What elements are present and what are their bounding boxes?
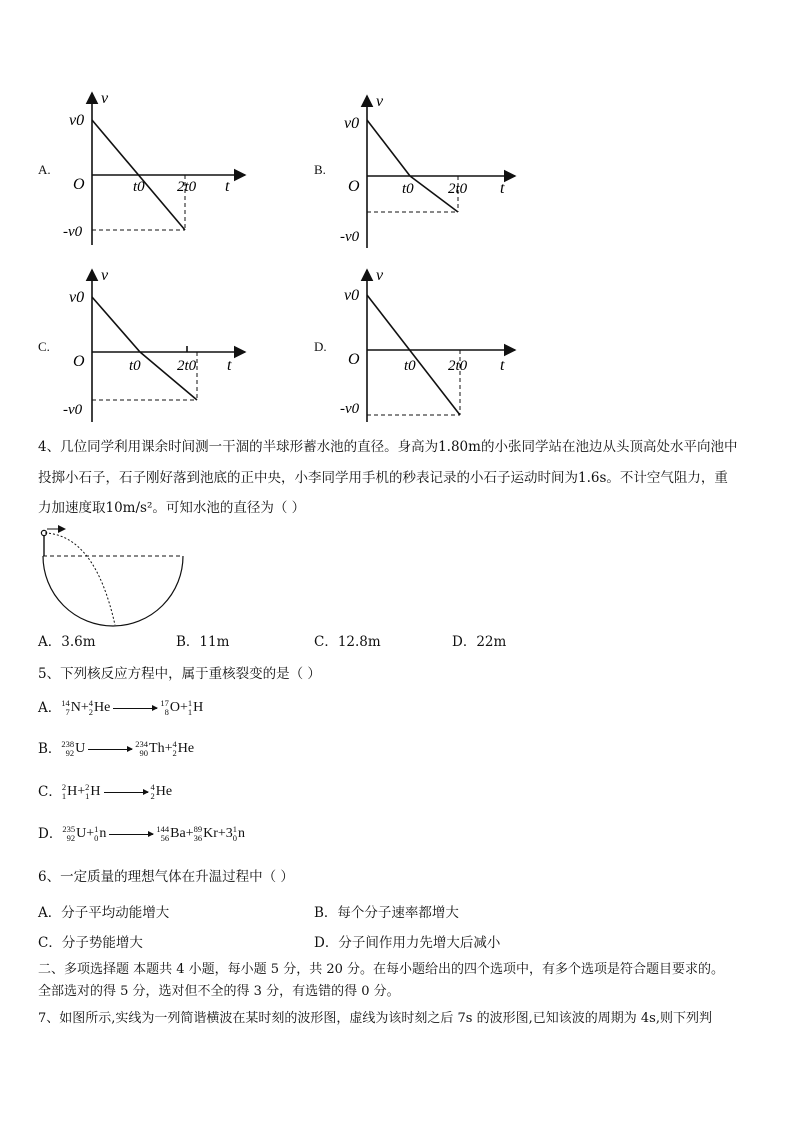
q5-option-b: [38, 739, 194, 759]
neg-v0-label: -v0: [63, 224, 83, 240]
option-letter: D．: [38, 826, 63, 842]
trajectory: [45, 533, 115, 625]
velocity-line: [367, 295, 460, 415]
section2-line-2: 全部选对的得 5 分，选对但不全的得 3 分，有选错的得 0 分。: [38, 984, 400, 999]
pool-bowl: [43, 556, 183, 626]
hemisphere-pool-figure: [35, 525, 195, 630]
origin-label: O: [73, 176, 85, 193]
2t0-label: 2t0: [448, 358, 468, 374]
q4-option-a: A．3.6m: [38, 634, 96, 650]
q5-option-a: [38, 698, 203, 718]
q4-option-c: C．12.8m: [314, 634, 381, 650]
arrow: [109, 834, 153, 835]
q6-option-a: A．分子平均动能增大: [38, 905, 170, 921]
section2-line-1: 二、多项选择题 本题共 4 小题，每小题 5 分，共 20 分。在每小题给出的四个选项中，有多个选项是符合题目要求的。: [38, 962, 725, 977]
neg-v0-label: -v0: [63, 402, 83, 418]
v-label: v: [376, 93, 384, 110]
q4-line-1: 4、几位同学利用课余时间测一干涸的半球形蓄水池的直径。身高为1.80m的小张同学站在池边从头顶高处水平向池中: [38, 439, 738, 455]
v0-label: v0: [69, 289, 85, 306]
origin-label: O: [73, 353, 85, 370]
arrow: [88, 749, 132, 750]
q4-line-3: 力加速度取10m/s²。可知水池的直径为（ ）: [38, 500, 306, 516]
origin-label: O: [348, 178, 360, 195]
equation-c: 2 1 H + 2 1 H 4 2 He: [61, 782, 173, 801]
q4-option-b: B．11m: [176, 634, 230, 650]
option-letter: C．: [38, 784, 62, 800]
graph-d: [330, 262, 530, 427]
t-label: t: [500, 357, 505, 374]
option-letter: A．: [38, 700, 62, 716]
arrow: [104, 792, 148, 793]
q4-line-2: 投掷小石子，石子刚好落到池底的正中央，小李同学用手机的秒表记录的小石子运动时间为1.6s。不计空气阻力，重: [38, 470, 728, 486]
q5-stem: 5、下列核反应方程中，属于重核裂变的是（ ）: [38, 666, 321, 682]
q6-option-b: B．每个分子速率都增大: [314, 905, 459, 921]
t-label: t: [227, 357, 232, 374]
t0-label: t0: [402, 181, 414, 197]
q7-line-1: 7、如图所示,实线为一列简谐横波在某时刻的波形图，虚线为该时刻之后 7s 的波形图,已知该波的周期为 4s,则下列判: [38, 1011, 712, 1026]
graph-c: [55, 262, 255, 427]
2t0-label: 2t0: [448, 181, 468, 197]
t-label: t: [225, 178, 230, 195]
graph-b: [330, 88, 530, 253]
q5-option-d: [38, 824, 245, 844]
t0-label: t0: [129, 358, 141, 374]
q6-option-d: D．分子间作用力先增大后减小: [314, 935, 501, 951]
option-letter-d: D.: [314, 339, 327, 354]
v0-label: v0: [344, 287, 360, 304]
option-letter-c: C.: [38, 339, 50, 354]
neg-v0-label: -v0: [340, 229, 360, 245]
v-label: v: [101, 267, 109, 284]
origin-label: O: [348, 351, 360, 368]
graph-a: [55, 85, 255, 250]
velocity-line-1: [92, 297, 140, 352]
option-letter-a: A.: [38, 162, 51, 177]
arrow: [113, 708, 157, 709]
option-letter-b: B.: [314, 162, 326, 177]
equation-d: 235 92 U + 1 0 n 144 56 Ba + 89 36 Kr + 3 1 0 n: [62, 824, 246, 843]
t0-label: t0: [404, 358, 416, 374]
v0-label: v0: [344, 115, 360, 132]
q6-stem: 6、一定质量的理想气体在升温过程中（ ）: [38, 869, 294, 885]
2t0-label: 2t0: [177, 179, 197, 195]
neg-v0-label: -v0: [340, 401, 360, 417]
velocity-line-1: [367, 120, 410, 176]
q4-option-d: D．22m: [452, 634, 507, 650]
v-label: v: [376, 267, 384, 284]
2t0-label: 2t0: [177, 358, 197, 374]
option-letter: B．: [38, 741, 62, 757]
v0-label: v0: [69, 112, 85, 129]
q6-option-c: C．分子势能增大: [38, 935, 143, 951]
q5-option-c: [38, 782, 172, 802]
equation-a: 14 7 N + 4 2 He 17 8 O + 1 1 H: [61, 698, 204, 717]
equation-b: 238 92 U 234 90 Th + 4 2 He: [61, 739, 195, 758]
v-label: v: [101, 90, 109, 107]
t0-label: t0: [133, 179, 145, 195]
t-label: t: [500, 180, 505, 197]
